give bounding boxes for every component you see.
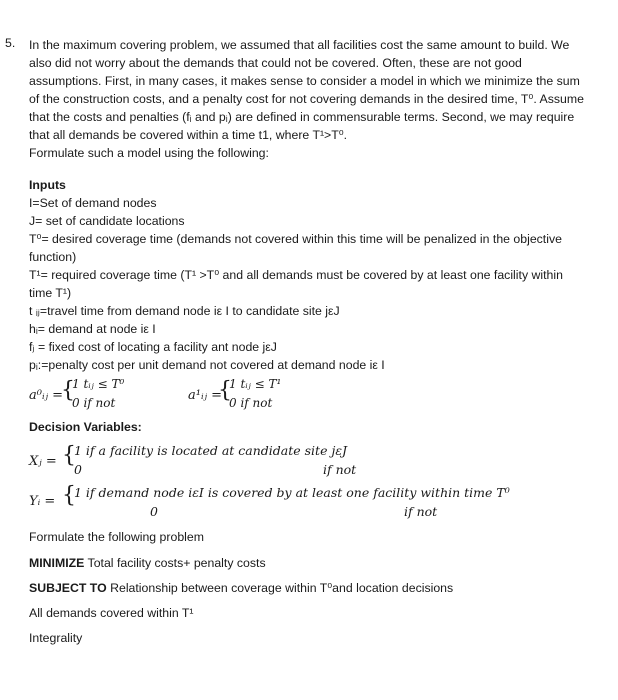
input-line: J= set of candidate locations <box>29 214 185 228</box>
a0-lhs: a⁰ᵢⱼ = <box>29 388 64 403</box>
input-line: t ᵢⱼ=travel time from demand node iε I to candidate site jεJ <box>29 304 340 318</box>
inputs-heading: Inputs <box>29 178 66 192</box>
subject-to-keyword: SUBJECT TO <box>29 581 107 595</box>
y-case1: 1 if demand node iεI is covered by at least one facility within time T⁰ <box>74 485 510 500</box>
subject-to-text: Relationship between coverage within T⁰and location decisions <box>110 581 454 595</box>
formulate-intro: Formulate the following problem <box>29 530 204 544</box>
intro-line: In the maximum covering problem, we assumed that all facilities cost the same amount to build. We <box>29 38 570 52</box>
problem-number: 5. <box>5 36 16 50</box>
input-line: hᵢ= demand at node iε I <box>29 322 156 336</box>
input-line: I=Set of demand nodes <box>29 196 157 210</box>
intro-line: that all demands be covered within a time t1, where T¹>T⁰. <box>29 128 348 142</box>
x-lhs: Xⱼ = <box>29 454 57 469</box>
minimize-keyword: MINIMIZE <box>29 556 85 570</box>
x-brace: { <box>62 443 76 468</box>
y-case2-value: 0 <box>150 504 158 519</box>
intro-line: assumptions. First, in many cases, it makes sense to consider a model in which we minimize the sum <box>29 74 580 88</box>
inputs-section <box>29 176 604 374</box>
input-line: fⱼ = fixed cost of locating a facility ant node jεJ <box>29 340 277 354</box>
all-demands-constraint: All demands covered within T¹ <box>29 606 194 620</box>
minimize-text: Total facility costs+ penalty costs <box>87 556 266 570</box>
a1-case2: 0 if not <box>229 396 273 410</box>
subject-to-line <box>29 581 453 595</box>
a0-brace: { <box>61 378 75 403</box>
decision-heading: Decision Variables: <box>29 420 142 434</box>
y-case2-condition: if not <box>404 504 438 519</box>
input-line: function) <box>29 250 77 264</box>
intro-line: Formulate such a model using the following: <box>29 146 269 160</box>
a1-brace: { <box>218 378 232 403</box>
intro-line: of the construction costs, and a penalty cost for not covering demands in the desired time, T⁰. Assume <box>29 92 584 106</box>
input-line: T¹= required coverage time (T¹ >T⁰ and all demands must be covered by at least one facility within <box>29 268 563 282</box>
input-line: time T¹) <box>29 286 72 300</box>
intro-line: that the costs and penalties (fᵢ and pᵢ) are defined in commensurable terms. Second, we may require <box>29 110 575 124</box>
x-case2-condition: if not <box>323 462 357 477</box>
a0-case1: 1 tᵢⱼ ≤ T⁰ <box>72 377 125 391</box>
intro-line: also did not worry about the demands that could not be covered. Often, these are not good <box>29 56 522 70</box>
x-case2-value: 0 <box>74 462 82 477</box>
y-lhs: Yᵢ = <box>29 494 56 509</box>
input-line: pᵢ:=penalty cost per unit demand not covered at demand node iε I <box>29 358 385 372</box>
integrality-constraint: Integrality <box>29 631 83 645</box>
minimize-line <box>29 556 266 570</box>
problem-intro <box>29 36 609 162</box>
y-brace: { <box>62 483 76 508</box>
a1-case1: 1 tᵢⱼ ≤ T¹ <box>229 377 282 391</box>
x-case1: 1 if a facility is located at candidate site jεJ <box>74 443 348 458</box>
input-line: T⁰= desired coverage time (demands not covered within this time will be penalized in the objective <box>29 232 562 246</box>
a0-case2: 0 if not <box>72 396 116 410</box>
a1-lhs: a¹ᵢⱼ = <box>188 388 223 403</box>
